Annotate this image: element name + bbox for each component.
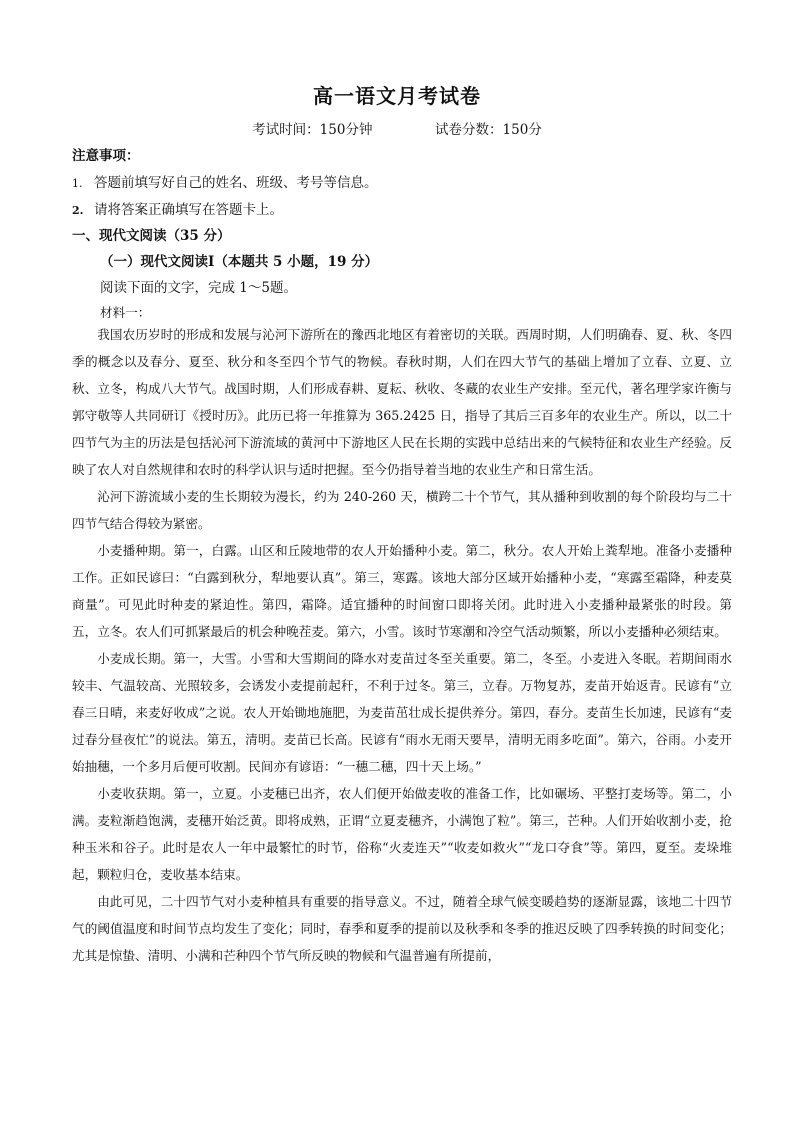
material-label: 材料一：: [100, 305, 151, 320]
subsection-heading: （一）现代文阅读Ⅰ（本题共 5 小题，19 分）: [100, 254, 379, 270]
notes-item-1: [72, 171, 378, 191]
exam-meta: [0, 118, 794, 138]
notes-item-2-text: 请将答案正确填写在答题卡上。: [94, 202, 283, 218]
section-heading: 一、现代文阅读（35 分）: [72, 228, 231, 244]
reading-passage: [72, 321, 732, 969]
exam-score: 试卷分数：150分: [435, 122, 542, 138]
passage-paragraph: 沁河下游流域小麦的生长期较为漫长，约为 240-260 天，横跨二十个节气，其从播种到收割的每个阶段均与二十四节气结合得较为紧密。: [72, 489, 732, 531]
reading-instruction: 阅读下面的文字，完成 1～5题。: [100, 280, 297, 296]
passage-paragraph: 小麦播种期。第一，白露。山区和丘陵地带的农人开始播种小麦。第二，秋分。农人开始上粪犁地。准备小麦播种工作。正如民谚曰：“白露到秋分，犁地要认真”。第三，寒露。该地大部分区域开始播种小麦，“寒露至霜降，种麦莫商量”。可见此时种麦的紧迫性。第四，霜降。适宜播种的时间窗口即将关闭。此时进入小麦播种最紧张的时段。第五，立冬。农人们可抓紧最后的机会种晚茬麦。第六，小雪。该时节寒潮和冷空气活动频繁，所以小麦播种必须结束。: [72, 543, 732, 639]
notes-item-1-number: 1.: [72, 177, 83, 190]
notes-item-1-text: 答题前填写好自己的姓名、班级、考号等信息。: [94, 175, 378, 191]
passage-paragraph: 我国农历岁时的形成和发展与沁河下游所在的豫西北地区有着密切的关联。西周时期，人们明确春、夏、秋、冬四季的概念以及春分、夏至、秋分和冬至四个节气的物候。春秋时期，人们在四大节气的基础上增加了立春、立夏、立秋、立冬，构成八大节气。战国时期，人们形成春耕、夏耘、秋收、冬藏的农业生产安排。至元代，著名理学家许衡与郭守敬等人共同研订《授时历》。此历已将一年推算为 365.2425 日，指导了其后三百多年的农业生产。所以，以二十四节气为主的历法是包括沁河下游流域的黄河中下游地区人民在长期的实践中总结出来的气候特征和农业生产经验。反映了农人对自然规律和农时的科学认识与适时把握。至今仍指导着当地的农业生产和日常生活。: [72, 327, 732, 477]
notes-item-2-number: 2.: [72, 204, 84, 217]
passage-paragraph: 小麦成长期。第一，大雪。小雪和大雪期间的降水对麦苗过冬至关重要。第二，冬至。小麦进入冬眠。若期间雨水较丰、气温较高、光照较多，会诱发小麦提前起秆，不利于过冬。第三，立春。万物复苏，麦苗开始返青。民谚有“立春三日晴，来麦好收成”之说。农人开始锄地施肥，为麦苗茁壮成长提供养分。第四，春分。麦苗生长加速，民谚有“麦过春分昼夜忙”的说法。第五，清明。麦苗已长高。民谚有“雨水无雨天要旱，清明无雨多吃面”。第六，谷雨。小麦开始抽穗，一个多月后便可收割。民间亦有谚语：“一穗二穗，四十天上场。”: [72, 651, 732, 774]
notes-item-2: [72, 198, 283, 218]
exam-title: 高一语文月考试卷: [313, 84, 481, 108]
passage-paragraph: 小麦收获期。第一，立夏。小麦穗已出齐，农人们便开始做麦收的准备工作，比如碾场、平整打麦场等。第二，小满。麦粒渐趋饱满，麦穗开始泛黄。即将成熟，正谓“立夏麦穗齐，小满饱了粒”。第三，芒种。人们开始收割小麦，抢种玉米和谷子。此时是农人一年中最繁忙的时节，俗称“火麦连天”“收麦如救火”“龙口夺食”等。第四，夏至。麦垛堆起，颗粒归仓，麦收基本结束。: [72, 786, 732, 882]
exam-time: 考试时间：150分钟: [252, 122, 373, 138]
passage-paragraph: 由此可见，二十四节气对小麦种植具有重要的指导意义。不过，随着全球气候变暖趋势的逐渐显露，该地二十四节气的阈值温度和时间节点均发生了变化；同时，春季和夏季的提前以及秋季和冬季的推迟反映了四季转换的时间变化；尤其是惊蛰、清明、小满和芒种四个节气所反映的物候和气温普遍有所提前，: [72, 894, 732, 963]
notes-heading: 注意事项：: [72, 148, 140, 164]
